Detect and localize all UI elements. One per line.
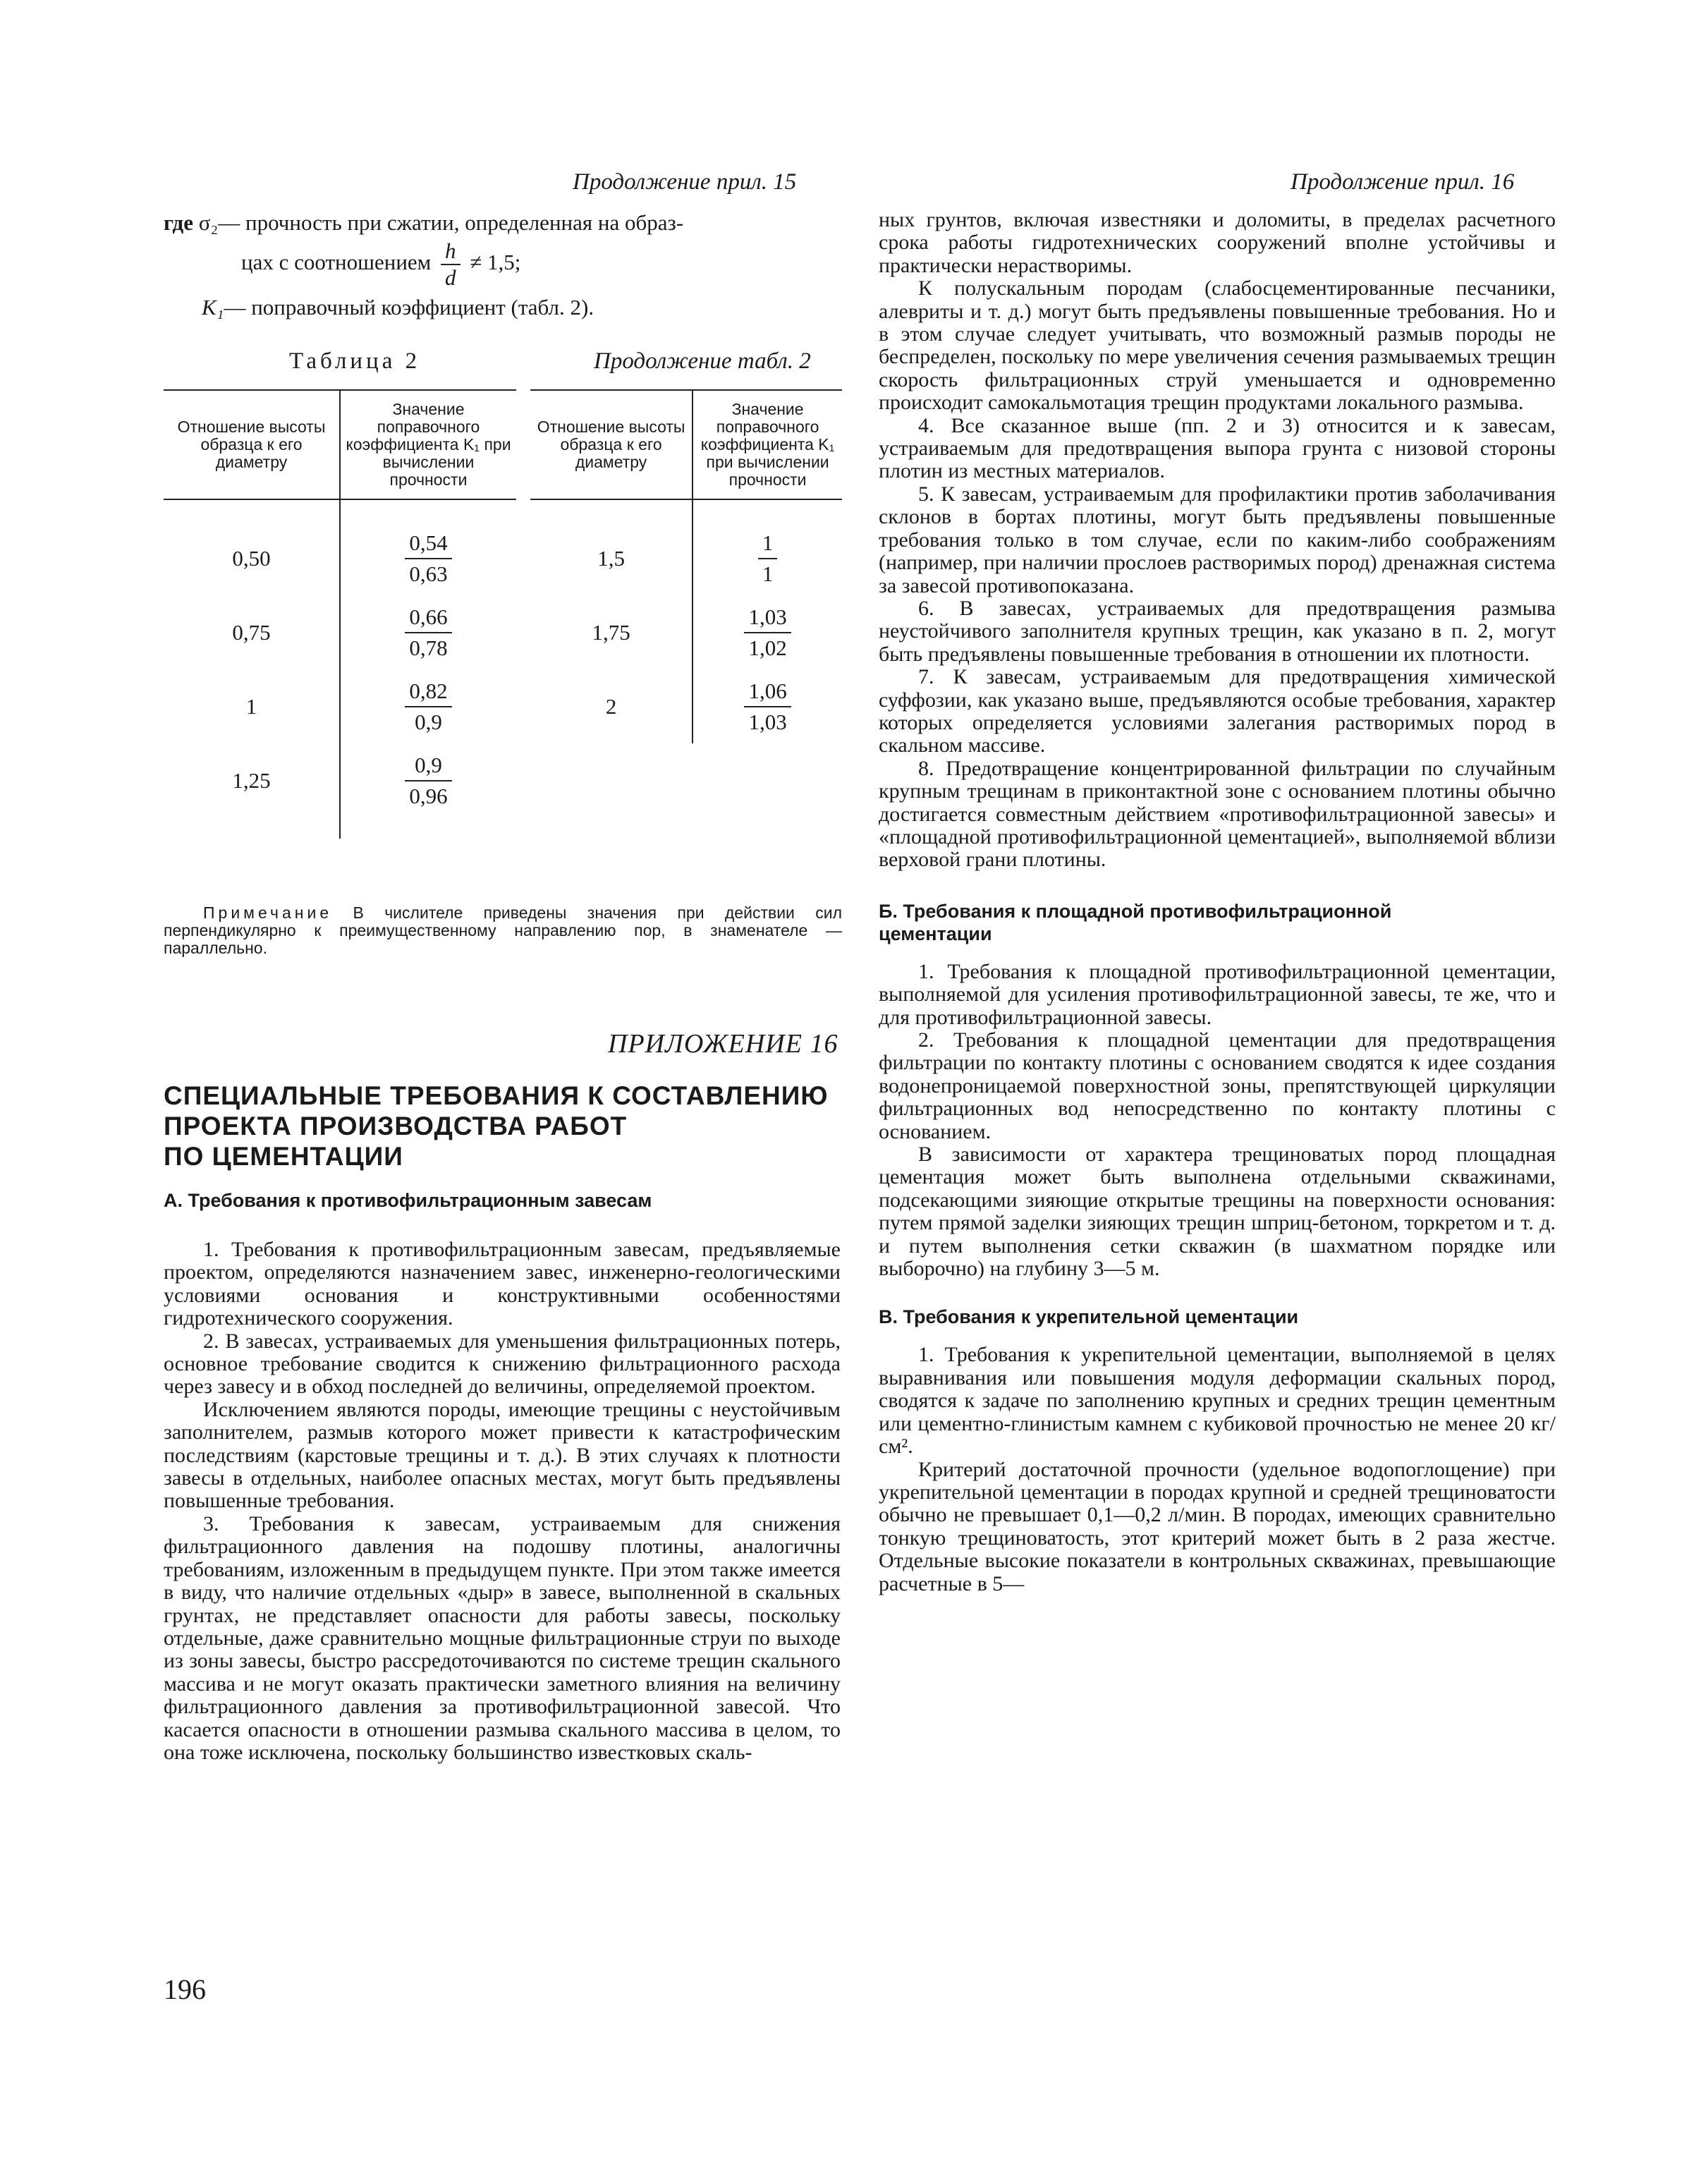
col-ratio-header: Отношение высоты образца к его диаметру (530, 390, 693, 499)
numerator: 1,03 (744, 602, 791, 633)
paragraph: 6. В завесах, устраиваемых для предотвращения размыва неустойчивого заполнителя крупных трещин, как указано в п. 2, могут быть предъявлены повышенные требования в отношении их плотности. (879, 596, 1556, 666)
paragraph: 7. К завесам, устраиваемым для предотвращения химической суффозии, как указано выше, предъявляются особые требования, характер которых определяется условиями залегания растворимых пород в скальном массиве. (879, 665, 1556, 758)
paragraph: Исключением являются породы, имеющие трещины с неустойчивым заполнителем, размыв которого может привести к катастрофическим последствиям (карстовые трещины и т. д.). В этих случаях к плотности завесы в отдельных, наиболее опасных местах, могут быть предъявлены повышенные требования. (164, 1397, 841, 1513)
coefficient-cell (340, 669, 516, 743)
section-b-heading (879, 900, 1556, 945)
paragraph: ных грунтов, включая известняки и доломиты, в пределах расчетного срока работы гидротехнических сооружений вполне устойчивы и практически нерастворимы. (879, 208, 1556, 277)
k1-definition: — поправочный коэффициент (табл. 2). (224, 295, 594, 320)
table-row (164, 499, 516, 595)
paragraph: 2. Требования к площадной цементации для предотвращения фильтрации по контакту плотины с основанием сводятся к идее создания водонепроницаемой поверхностной зоны, препятствующей циркуляции фильтрационных вод непосредственно по контакту плотины с основанием. (879, 1028, 1556, 1143)
paragraph: 3. Требования к завесам, устраиваемым для снижения фильтрационного давления на подошву плотины, аналогичны требованиям, изложенным в предыдущем пункте. При этом также имеется в виду, что наличие отдельных «дыр» в завесе, выполненной в скальных грунтах, не представляет опасности для работы завесы, поскольку отдельные, даже сравнительно мощные фильтрационные струи по выходе из зоны завесы, быстро рассредоточиваются по системе трещин скального массива и не могут оказать практически заметного влияния на величину фильтрационного давления за противофильтрационной завесой. Что касается опасности в отношении размыва скального массива в целом, то она тоже исключена, поскольку большинство известковых скаль- (164, 1511, 841, 1764)
denominator: 1,02 (748, 635, 787, 660)
coefficient-cell (340, 743, 516, 839)
h-over-d-fraction (441, 238, 460, 291)
table-row (530, 499, 842, 595)
table-row (164, 595, 516, 669)
coefficient-cell (693, 669, 842, 743)
ratio-cell: 0,75 (232, 619, 271, 645)
denominator: 0,96 (409, 783, 448, 808)
paragraph: 2. В завесах, устраиваемых для уменьшения фильтрационных потерь, основное требование сводится к снижению фильтрационного расхода через завесу и в обход последней до величины, определяемой проектом. (164, 1329, 841, 1399)
numerator: 0,9 (405, 750, 451, 781)
running-header-left: Продолжение прил. 15 (573, 169, 797, 195)
paragraph: 4. Все сказанное выше (пп. 2 и 3) относится и к завесам, устраиваемым для предотвращения выпора грунта с низовой стороны плотин из местных материалов. (879, 413, 1556, 483)
denominator: 1 (762, 561, 774, 586)
numerator: 0,54 (405, 528, 451, 559)
where-word: где (164, 210, 193, 235)
table-row (164, 743, 516, 839)
numerator: 0,82 (405, 676, 451, 707)
sigma-symbol: σ₂ (198, 210, 219, 235)
fraction-denominator: d (445, 265, 456, 290)
coefficient-cell (340, 595, 516, 669)
denominator: 0,9 (415, 709, 442, 734)
fraction-numerator: h (441, 238, 460, 265)
numerator: 0,66 (405, 602, 451, 633)
table-caption: Таблица 2 (289, 348, 421, 374)
ratio-line (164, 238, 841, 291)
k1-symbol: K₁ (202, 295, 224, 320)
ratio-cell: 2 (605, 693, 617, 719)
table-row (530, 595, 842, 669)
paragraph: 1. Требования к площадной противофильтрационной цементации, выполняемой для усиления противофильтрационной завесы, те же, что и для противофильтрационной завесы. (879, 959, 1556, 1029)
coefficient-cell (340, 499, 516, 595)
paragraph: 8. Предотвращение концентрированной фильтрации по случайным крупным трещинам в приконтактной зоне с основанием плотины обычно достигается совместным действием «противофильтрационной завесы» и «площадной противофильтрационной цементацией», выполняемой вблизи верховой грани плотины. (879, 756, 1556, 872)
section-v-heading: В. Требования к укрепительной цементации (879, 1306, 1299, 1328)
ratio-cell: 1,5 (597, 545, 625, 571)
left-column-text (164, 1239, 841, 1764)
table-2-right (530, 389, 842, 743)
denominator: 1,03 (748, 709, 787, 734)
paragraph: 1. Требования к укрепительной цементации, выполняемой в целях выравнивания или повышения модуля деформации скальных пород, сводятся к задаче по заполнению крупных и средних трещин цементным или цементно-глинистым камнем с кубиковой прочностью не менее 20 кг/см². (879, 1343, 1556, 1459)
denominator: 0,63 (409, 561, 448, 586)
appendix-title (164, 1081, 848, 1172)
not-equal-value: ≠ 1,5; (470, 250, 521, 275)
paragraph: Критерий достаточной прочности (удельное водопоглощение) при укрепительной цементации в породах крупной и средней трещиноватости обычно не превышает 0,1—0,2 л/мин. В породах, имеющих сравнительно тонкую трещиноватость, этот критерий может быть в 2 раза жестче. Отдельные высокие показатели в контрольных скважинах, превышающие расчетные в 5— (879, 1457, 1556, 1595)
ratio-cell: 1,75 (592, 619, 630, 645)
sigma-definition: — прочность при сжатии, определенная на образ- (218, 210, 684, 235)
sigma-line (164, 209, 841, 237)
table-continued-caption: Продолжение табл. 2 (594, 348, 811, 374)
note-label: Примечание (203, 903, 333, 922)
section-a-heading: А. Требования к противофильтрационным завесам (164, 1190, 652, 1211)
ratio-cell: 1 (245, 693, 257, 719)
table-note (164, 904, 842, 957)
col-ratio-header: Отношение высоты образца к его диаметру (164, 390, 340, 499)
ratio-cell: 0,50 (232, 545, 271, 571)
paragraph: 1. Требования к противофильтрационным завесам, предъявляемые проектом, определяются назначением завес, инженерно-геологическими условиями основания и конструктивными особенностями гидротехнического сооружения. (164, 1238, 841, 1330)
appendix-title-line-3: ПО ЦЕМЕНТАЦИИ (164, 1142, 403, 1171)
section-b-heading-line-2: цементации (879, 923, 992, 944)
numerator: 1 (758, 528, 778, 559)
appendix-title-line-1: СПЕЦИАЛЬНЫЕ ТРЕБОВАНИЯ К СОСТАВЛЕНИЮ (164, 1081, 829, 1110)
coefficient-cell (693, 595, 842, 669)
numerator: 1,06 (744, 676, 791, 707)
appendix-title-line-2: ПРОЕКТА ПРОИЗВОДСТВА РАБОТ (164, 1112, 628, 1140)
note-text: В числителе приведены значения при действии сил перпендикулярно к преимущественному направлению пор, в знаменателе — параллельно. (164, 903, 843, 957)
k1-line (164, 293, 841, 322)
table-2-left (164, 389, 516, 839)
ratio-cell: 1,25 (232, 767, 271, 793)
coefficient-cell (693, 499, 842, 595)
paragraph: В зависимости от характера трещиноватых пород площадная цементация может быть выполнена отдельными скважинами, подсекающими зияющие открытые трещины на поверхности основания: путем прямой заделки зияющих трещин шприц-бетоном, торкретом и т. д. и путем выполнения сетки скважин (в шахматном порядке или выборочно) на глубину 3—5 м. (879, 1143, 1556, 1281)
running-header-right: Продолжение прил. 16 (1291, 169, 1515, 195)
table-row (164, 669, 516, 743)
denominator: 0,78 (409, 635, 448, 660)
page-number: 196 (164, 1973, 206, 2005)
ratio-text: цах с соотношением (241, 250, 432, 275)
col-coefficient-header: Значение поправочного коэффициента K₁ при вычислении прочности (340, 390, 516, 499)
right-column-text (879, 209, 1556, 1595)
table-row (530, 669, 842, 743)
paragraph: 5. К завесам, устраиваемым для профилактики против заболачивания склонов в бортах плотины, могут быть предъявлены повышенные требования только в том случае, если по каким-либо соображениям (например, при наличии прослоев растворимых пород) дренажная система за завесой противопоказана. (879, 482, 1556, 597)
appendix-label: ПРИЛОЖЕНИЕ 16 (608, 1029, 838, 1059)
section-b-heading-line-1: Б. Требования к площадной противофильтрационной (879, 900, 1392, 922)
formula-definitions (164, 209, 841, 322)
col-coefficient-header: Значение поправочного коэффициента K₁ при вычислении прочности (693, 390, 842, 499)
paragraph: К полускальным породам (слабосцементированные песчаники, алевриты и т. д.) могут быть предъявлены повышенные требования. Но и в этом случае следует учитывать, что возможный размыв породы не беспределен, поскольку по мере увеличения сечения размываемых трещин скорость фильтрационных струй уменьшается и одновременно происходит самокальмотация трещин продуктами локального размыва. (879, 276, 1556, 415)
